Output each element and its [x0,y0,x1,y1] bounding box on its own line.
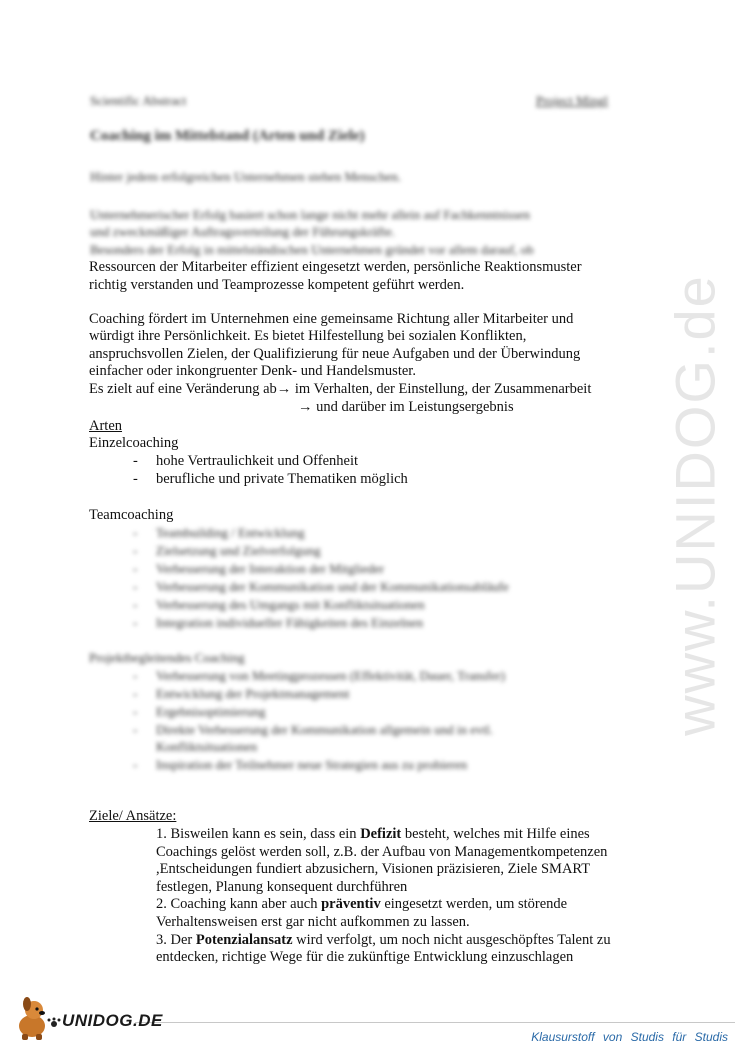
paragraph-line-4: einfacher oder inkongruenter Denk- und Handelsmuster. [89,363,416,379]
team-dash-1: - [133,525,138,540]
team-dash-6: - [133,615,138,630]
ziele-p1-text-b: besteht, welches mit Hilfe eines [401,826,590,842]
ziele-heading: Ziele/ Ansätze: [89,808,177,824]
team-item-4: Verbesserung der Kommunikation und der Kommunikationsabläufe [156,579,509,594]
team-item-6: Integration individueller Fähigkeiten des Einzelnen [156,615,424,630]
projekt-item-2: Entwicklung der Projektmanagement [156,686,350,701]
aim-line-1: Es zielt auf eine Veränderung ab→ im Verhalten, der Einstellung, der Zusammenarbeit [89,381,592,397]
team-item-1: Teambuilding / Entwicklung [156,525,305,540]
arten-heading: Arten [89,418,123,434]
projekt-item-3: Ergebnisoptimierung [156,704,266,719]
einzel-item-1: hohe Vertraulichkeit und Offenheit [156,453,359,469]
paragraph-line-3: anspruchsvollen Zielen, der Qualifizierung für neue Aufgaben und der Überwindung [89,346,581,362]
footer-divider [135,1022,735,1023]
einzel-dash-1: - [133,453,138,469]
einzel-dash-2: - [133,471,138,487]
ziele-p2-line-2: Verhaltensweisen erst gar nicht aufkommen zu lassen. [156,914,470,930]
ziele-p2-text-a: 2. Coaching kann aber auch [156,896,322,912]
teamcoaching-heading: Teamcoaching [89,507,174,523]
intro-blurred-3: und zweckmäßiger Auftragsverteilung der Führungskräfte. [90,224,396,239]
team-dash-3: - [133,561,138,576]
intro-line-1: Ressourcen der Mitarbeiter effizient eingesetzt werden, persönliche Reaktionsmuster [89,259,582,275]
paragraph-line-2: würdigt ihre Persönlichkeit. Es bietet Hilfestellung bei sozialen Konflikten, [89,328,527,344]
intro-blurred-1: Hinter jedem erfolgreichen Unternehmen stehen Menschen. [90,169,402,184]
projekt-dash-6: - [133,757,138,772]
projekt-dash-4: - [133,722,138,737]
ziele-p3-text-a: 3. Der [156,932,196,948]
projekt-dash-1: - [133,668,138,683]
projekt-item-4: Direkte Verbesserung der Kommunikation allgemein und in evtl. [156,722,493,737]
header-right: Project Mingl [536,93,608,108]
header-left: Scientific Abstract [90,93,187,108]
ziele-point-1 [156,825,590,843]
intro-blurred-4: Besonders der Erfolg in mittelständischen Unternehmen gründet vor allem darauf, ob [90,242,534,257]
projekt-item-4-cont: Konfliktsituationen [156,739,258,754]
einzel-item-2: berufliche und private Thematiken möglich [156,471,408,487]
footer-tagline: Klausurstoff von Studis für Studis [531,1030,728,1044]
team-dash-5: - [133,597,138,612]
team-dash-2: - [133,543,138,558]
ziele-p1-text-a: 1. Bisweilen kann es sein, dass ein [156,826,361,842]
intro-line-2: richtig verstanden und Teamprozesse kompetent geführt werden. [89,277,465,293]
team-dash-4: - [133,579,138,594]
projekt-dash-2: - [133,686,138,701]
watermark [650,270,740,740]
watermark-text: www.UNIDOG.de [663,274,727,736]
einzelcoaching-heading: Einzelcoaching [89,435,179,451]
ziele-p2-text-b: eingesetzt werden, um störende [380,896,568,912]
ziele-point-2 [156,895,567,913]
ziele-p1-line-3: ,Entscheidungen fundiert abzusichern, Visionen präzisieren, Ziele SMART [156,861,591,877]
projekt-heading: Projektbegleitendes Coaching [89,650,245,665]
paragraph-line-1: Coaching fördert im Unternehmen eine gemeinsame Richtung aller Mitarbeiter und [89,311,574,327]
ziele-p3-bold: Potenzialansatz [195,932,293,948]
ziele-point-3 [156,931,611,949]
aim-line-2: → und darüber im Leistungsergebnis [298,399,514,415]
team-item-2: Zielsetzung und Zielverfolgung [156,543,321,558]
ziele-p2-bold: präventiv [321,896,381,912]
ziele-p3-line-2: entdecken, richtige Wege für die zukünftige Entwicklung einzuschlagen [156,949,574,965]
ziele-p1-line-2: Coachings gelöst werden soll, z.B. der Aufbau von Managementkompetenzen [156,844,608,860]
projekt-dash-3: - [133,704,138,719]
team-item-5: Verbesserung des Umgangs mit Konfliktsituationen [156,597,425,612]
team-item-3: Verbesserung der Interaktion der Mitglieder [156,561,385,576]
document-title: Coaching im Mittelstand (Arten und Ziele) [90,128,365,144]
unidog-logo[interactable] [10,988,163,1048]
intro-blurred-2: Unternehmerischer Erfolg basiert schon lange nicht mehr allein auf Fachkenntnissen [90,207,531,222]
ziele-p3-text-b: wird verfolgt, um noch nicht ausgeschöpftes Talent zu [292,932,611,948]
logo-text: UNIDOG.DE [62,1011,163,1030]
projekt-item-6: Inspiration der Teilnehmer neue Strategien aus zu probieren [156,757,468,772]
projekt-item-1: Verbesserung von Meetingprozessen (Effektivität, Dauer, Transfer) [156,668,506,683]
ziele-p1-bold: Defizit [360,826,402,842]
ziele-p1-line-4: festlegen, Planung konsequent durchführen [156,879,408,895]
